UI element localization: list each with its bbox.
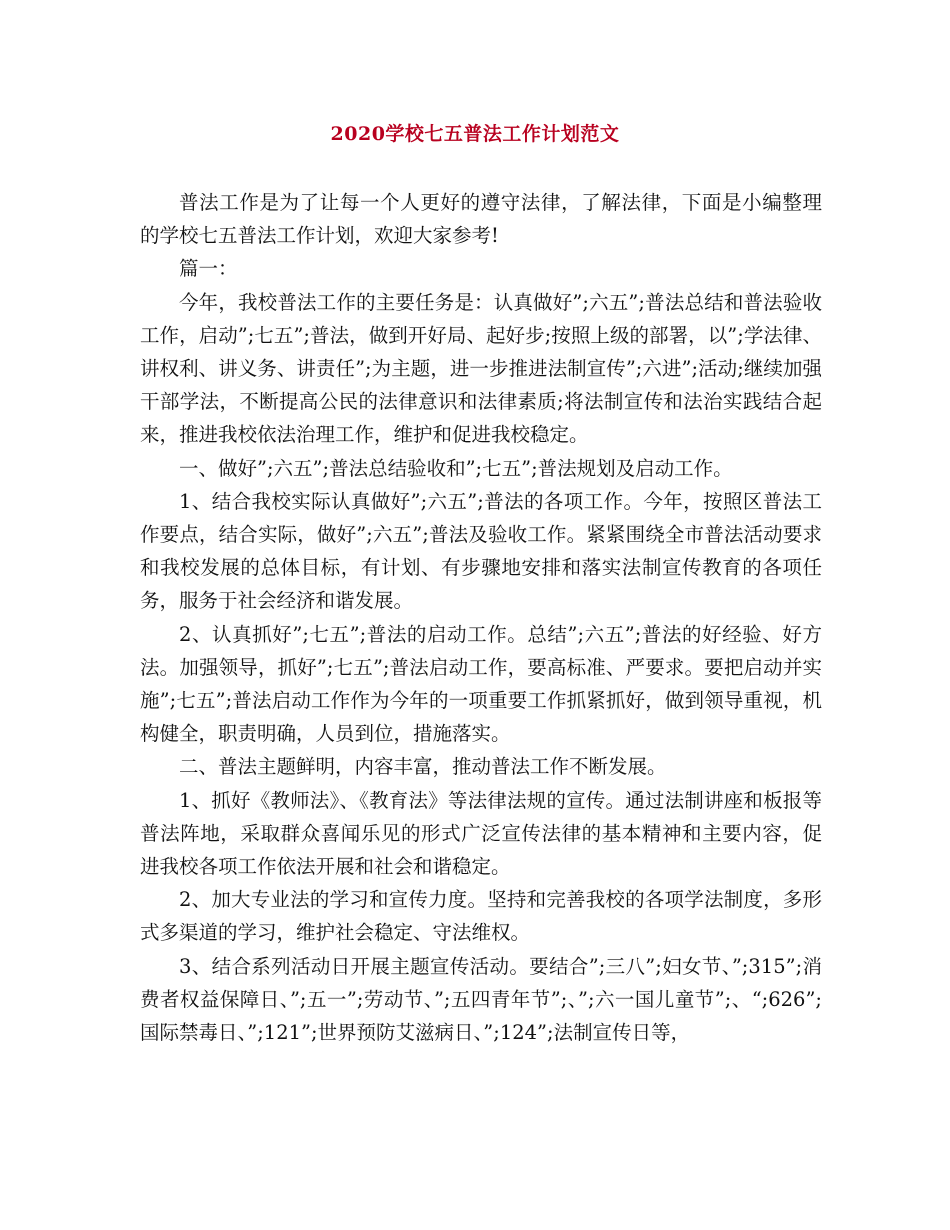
paragraph-section-label: 篇一：	[179, 257, 238, 281]
paragraph-item-1-1: 1、结合我校实际认真做好”;六五”;普法的各项工作。今年，按照区普法工作要点，结合实际，做好”;六五”;普法及验收工作。紧紧围绕全市普法活动要求和我校发展的总体目标，有计划、有步骤地安排和落实法制宣传教育的各项任务，服务于社会经济和谐发展。	[140, 489, 822, 613]
paragraph-item-2-2: 2、加大专业法的学习和宣传力度。坚持和完善我校的各项学法制度，多形式多渠道的学习，维护社会稳定、守法维权。	[140, 888, 822, 945]
paragraph-main-tasks: 今年，我校普法工作的主要任务是：认真做好”;六五”;普法总结和普法验收工作，启动”;七五”;普法，做到开好局、起好步;按照上级的部署，以”;学法律、讲权利、讲义务、讲责任”;为主题，进一步推进法制宣传”;六进”;活动;继续加强干部学法，不断提高公民的法律意识和法律素质;将法制宣传和法治实践结合起来，推进我校依法治理工作，维护和促进我校稳定。	[140, 290, 822, 447]
paragraph-intro: 普法工作是为了让每一个人更好的遵守法律，了解法律，下面是小编整理的学校七五普法工作计划，欢迎大家参考!	[140, 191, 822, 248]
heading-part-one: 一、做好”;六五”;普法总结验收和”;七五”;普法规划及启动工作。	[179, 456, 733, 480]
paragraph-item-1-2: 2、认真抓好”;七五”;普法的启动工作。总结”;六五”;普法的好经验、好方法。加强领导，抓好”;七五”;普法启动工作，要高标准、严要求。要把启动并实施”;七五”;普法启动工作作为今年的一项重要工作抓紧抓好，做到领导重视，机构健全，职责明确，人员到位，措施落实。	[140, 622, 822, 746]
heading-part-two: 二、普法主题鲜明，内容丰富，推动普法工作不断发展。	[179, 755, 667, 779]
document-body	[140, 186, 822, 1049]
paragraph-item-2-3: 3、结合系列活动日开展主题宣传活动。要结合”;三八”;妇女节、”;315”;消费者权益保障日、”;五一”;劳动节、”;五四青年节”;、”;六一国儿童节”;、“;626”;国际禁毒日、”;121”;世界预防艾滋病日、”;124”;法制宣传日等，	[140, 954, 822, 1045]
paragraph-item-2-1: 1、抓好《教师法》、《教育法》等法律法规的宣传。通过法制讲座和板报等普法阵地，采取群众喜闻乐见的形式广泛宣传法律的基本精神和主要内容，促进我校各项工作依法开展和社会和谐稳定。	[140, 788, 822, 879]
document-title: 2020学校七五普法工作计划范文	[330, 123, 620, 145]
